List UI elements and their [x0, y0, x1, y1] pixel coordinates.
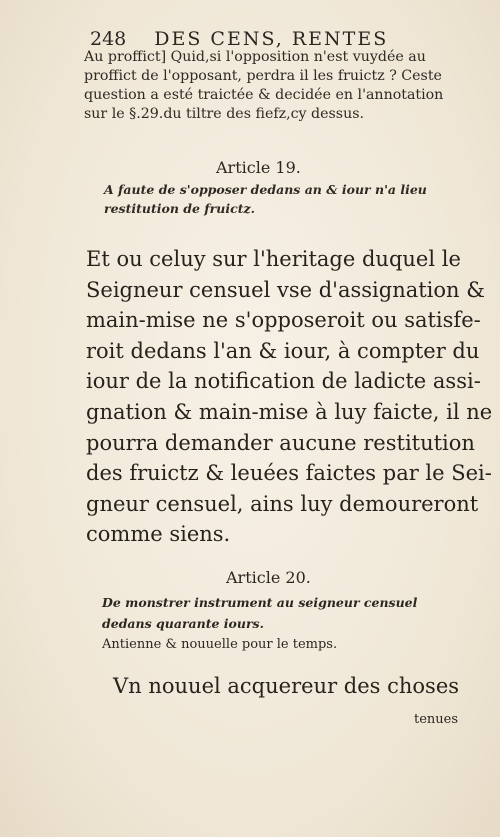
article-20-heading: Article 20. [226, 568, 311, 587]
marginal-note: Antienne & nouuelle pour le temps. [102, 637, 338, 652]
rubric-line: dedans quarante iours. [102, 616, 264, 631]
annotation-line: proffict de l'opposant, perdra il les fruictz ? Ceste [84, 68, 442, 84]
rubric-line: restitution de fruictz. [104, 201, 255, 216]
running-header [90, 28, 420, 50]
main-line: roit dedans l'an & iour, à compter du [86, 338, 480, 363]
running-title: DES CENS, RENTES [154, 28, 389, 50]
rubric-line: De monstrer instrument au seigneur censuel [102, 595, 418, 610]
catchword: tenues [414, 712, 459, 727]
main-line: comme siens. [86, 522, 231, 547]
annotation-line: Au proffict] Quid,si l'opposition n'est vuydée au [84, 49, 426, 65]
main-line: iour de la notification de ladicte assi- [86, 369, 481, 394]
main-line: Et ou celuy sur l'heritage duquel le [86, 247, 461, 271]
annotation-line: question a esté traictée & decidée en l'annotation [84, 87, 444, 103]
closing-line: Vn nouuel acquereur des choses [113, 674, 460, 698]
main-line: main-mise ne s'opposeroit ou satisfe- [86, 308, 481, 333]
main-paragraph [86, 244, 493, 550]
article-20-rubric [102, 592, 462, 655]
main-line: des fruictz & leuées faictes par le Sei- [86, 461, 492, 486]
main-line: Seigneur censuel vse d'assignation & [86, 277, 485, 302]
annotation-block [84, 48, 479, 124]
article-19-rubric [104, 180, 464, 218]
main-line: gnation & main-mise à luy faicte, il ne [86, 399, 493, 424]
rubric-line: A faute de s'opposer dedans an & iour n'a lieu [104, 182, 427, 197]
main-line: gneur censuel, ains luy demoureront [86, 491, 479, 516]
article-19-heading: Article 19. [216, 158, 301, 177]
annotation-line: sur le §.29.du tiltre des fiefz,cy dessus. [84, 106, 365, 122]
page-number: 248 [90, 28, 127, 50]
main-line: pourra demander aucune restitution [86, 430, 475, 455]
